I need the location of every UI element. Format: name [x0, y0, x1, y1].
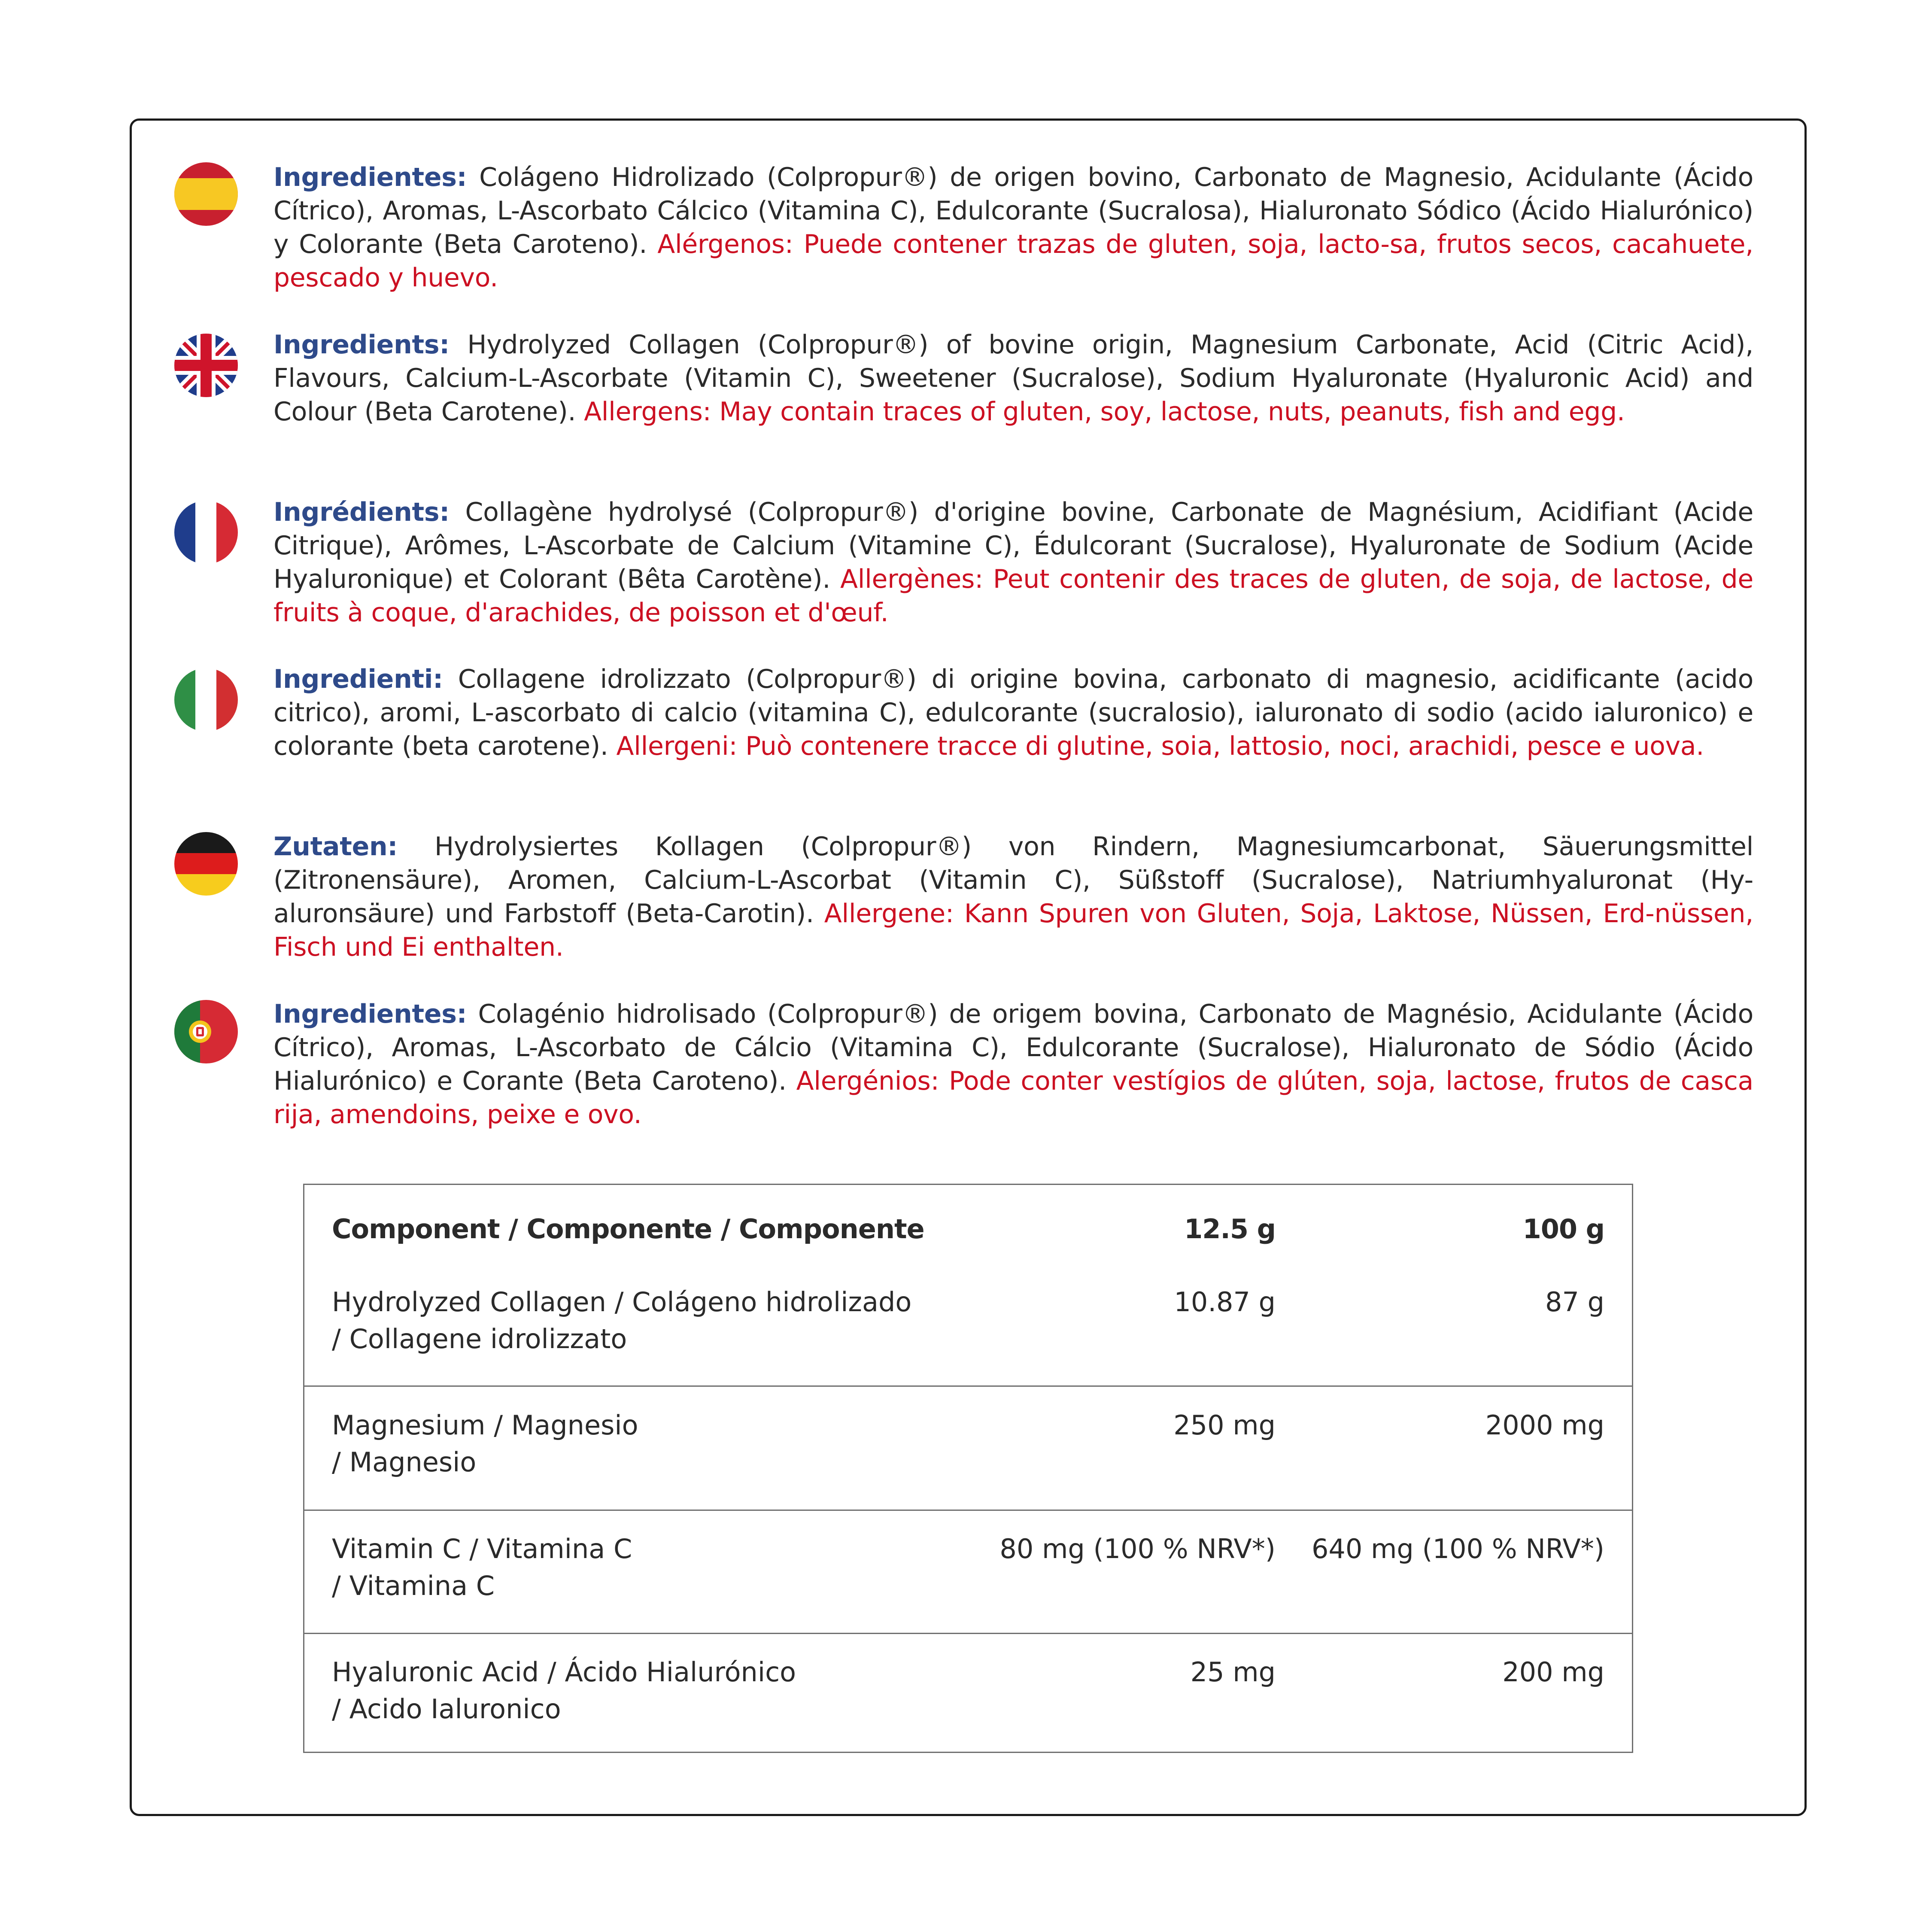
header-per100: 100 g [1522, 1213, 1604, 1245]
row-serving: 80 mg (100 % NRV*) [999, 1533, 1276, 1564]
row-name-line1: Hydrolyzed Collagen / Colágeno hidrolizado [332, 1286, 912, 1318]
row-name-line2: / Collagene idrolizzato [332, 1323, 627, 1355]
row-name-line1: Hyaluronic Acid / Ácido Hialurónico [332, 1656, 796, 1688]
header-serving: 12.5 g [1184, 1213, 1276, 1245]
ingredients-en [273, 328, 1753, 428]
row-divider [304, 1385, 1632, 1387]
row-name-line1: Vitamin C / Vitamina C [332, 1533, 632, 1564]
row-name-line2: / Acido Ialuronico [332, 1693, 561, 1725]
france-flag-icon [174, 501, 238, 564]
heading-es: Ingredientes: [273, 162, 467, 192]
allergens-fr: Allergènes: Peut contenir des traces de gluten, de soja, de lactose, de fruits à coque, d'arachides, de poisson et d'œuf. [273, 564, 1754, 628]
row-divider [304, 1633, 1632, 1634]
row-name-line1: Magnesium / Magnesio [332, 1410, 638, 1441]
row-per100: 87 g [1545, 1286, 1604, 1318]
ingredients-text-en: Hydrolyzed Collagen (Colpropur®) of bovine origin, Magnesium Carbonate, Acid (Citric Acid), Flavours, Calcium-L-Ascorbate (Vitamin C), Sweetener (Sucralose), Sodium Hyaluronate (Hyaluronic Acid) and Colour (Beta Carotene). [273, 330, 1753, 427]
row-per100: 200 mg [1502, 1656, 1604, 1688]
portugal-flag-icon [174, 1000, 238, 1063]
row-serving: 25 mg [1190, 1656, 1276, 1688]
row-name-line2: / Magnesio [332, 1446, 477, 1478]
heading-fr: Ingrédients: [273, 497, 450, 527]
ingredients-pt [273, 997, 1753, 1131]
ingredients-fr [273, 495, 1753, 629]
ingredients-text-it: Collagene idrolizzato (Colpropur®) di origine bovina, carbonato di magnesio, acidificante (acido citrico), aromi, L-ascorbato di calcio (vitamina C), edulcorante (sucralosio), ialuronato di sodio (acido ialuronico) e colorante (beta carotene). [273, 664, 1753, 761]
row-serving: 250 mg [1173, 1410, 1276, 1441]
allergens-en: Allergens: May contain traces of gluten, soy, lactose, nuts, peanuts, fish and egg. [584, 397, 1625, 427]
germany-flag-icon [174, 832, 238, 896]
header-component: Component / Componente / Componente [332, 1213, 924, 1245]
row-per100: 640 mg (100 % NRV*) [1311, 1533, 1604, 1564]
heading-pt: Ingredientes: [273, 999, 467, 1029]
allergens-it: Allergeni: Può contenere tracce di glutine, soia, lattosio, noci, arachidi, pesce e uova. [616, 731, 1704, 761]
ingredients-text-fr: Collagène hydrolysé (Colpropur®) d'origine bovine, Carbonate de Magnésium, Acidifiant (Acide Citrique), Arômes, L-Ascorbate de Calcium (Vitamine C), Édulcorant (Sucralose), Hyaluronate de Sodium (Acide Hyaluronique) et Colorant (Bêta Carotène). [273, 497, 1753, 594]
ingredients-de [273, 830, 1753, 964]
row-serving: 10.87 g [1174, 1286, 1276, 1318]
allergens-es: Alérgenos: Puede contener trazas de gluten, soja, lacto-sa, frutos secos, cacahuete, pescado y huevo. [273, 229, 1753, 293]
uk-flag-icon [174, 334, 238, 397]
heading-it: Ingredienti: [273, 664, 443, 694]
ingredients-text-pt: Colagénio hidrolisado (Colpropur®) de origem bovina, Carbonato de Magnésio, Acidulante (Ácido Cítrico), Aromas, L-Ascorbato de Cálcio (Vitamina C), Edulcorante (Sucralose), Hialuronato de Sódio (Ácido Hialurónico) e Corante (Beta Caroteno). [273, 999, 1753, 1096]
row-per100: 2000 mg [1485, 1410, 1604, 1441]
row-divider [304, 1510, 1632, 1511]
spain-flag-icon [174, 162, 238, 226]
italy-flag-icon [174, 668, 238, 732]
composition-table [303, 1184, 1633, 1753]
ingredients-it [273, 662, 1753, 763]
ingredients-text-de: Hydrolysiertes Kollagen (Colpropur®) von Rindern, Magnesiumcarbonat, Säuerungsmittel (Zitronensäure), Aromen, Calcium-L-Ascorbat (Vitamin C), Süßstoff (Sucralose), Natriumhyaluronat (Hy-aluronsäure) und Farbstoff (Beta-Carotin). [273, 832, 1753, 929]
allergens-de: Allergene: Kann Spuren von Gluten, Soja, Laktose, Nüssen, Erd-nüssen, Fisch und Ei enthalten. [273, 899, 1753, 962]
heading-de: Zutaten: [273, 832, 398, 862]
heading-en: Ingredients: [273, 330, 450, 360]
allergens-pt: Alergénios: Pode conter vestígios de glúten, soja, lactose, frutos de casca rija, amendoins, peixe e ovo. [273, 1066, 1753, 1130]
ingredients-es [273, 161, 1753, 295]
ingredients-text-es: Colágeno Hidrolizado (Colpropur®) de origen bovino, Carbonato de Magnesio, Acidulante (Ácido Cítrico), Aromas, L-Ascorbato Cálcico (Vitamina C), Edulcorante (Sucralosa), Hialuronato Sódico (Ácido Hialurónico) y Colorante (Beta Caroteno). [273, 162, 1753, 259]
row-name-line2: / Vitamina C [332, 1570, 495, 1601]
